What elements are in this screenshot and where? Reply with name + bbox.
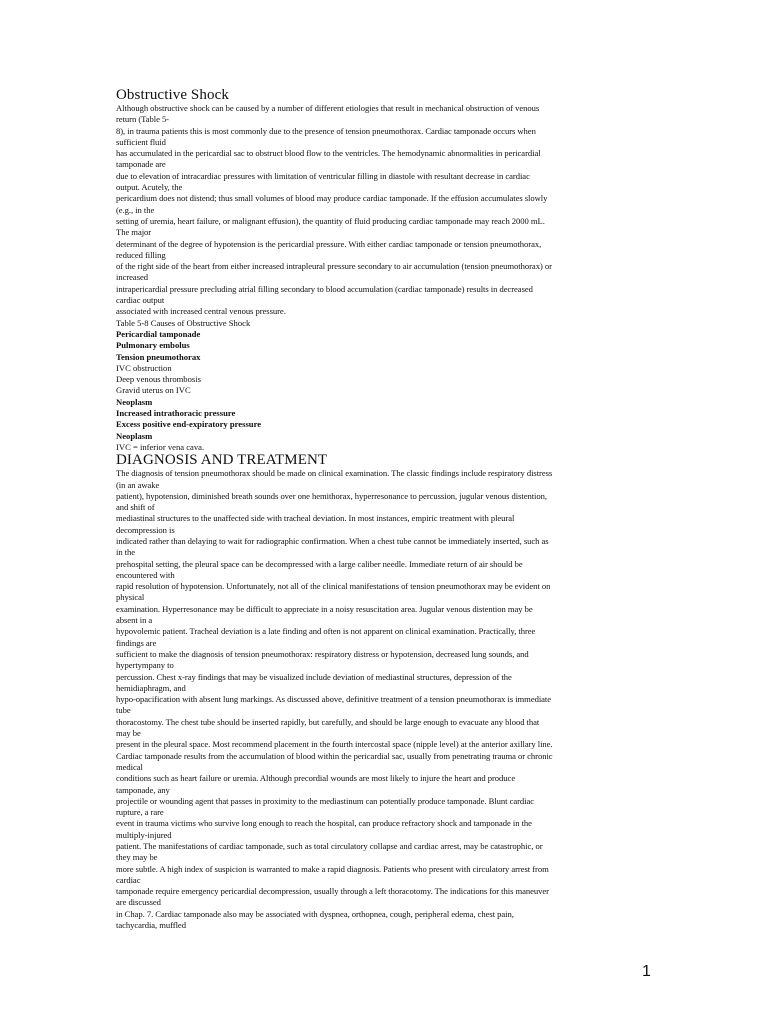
section-body-obstructive-shock bbox=[116, 103, 651, 318]
text-line: in the bbox=[116, 547, 136, 558]
text-line: determinant of the degree of hypotension is the pericardial pressure. With either cardiac tamponade or tension pneumothorax, bbox=[116, 238, 542, 249]
table-row: Deep venous thrombosis bbox=[116, 374, 201, 385]
text-line: prehospital setting, the pleural space can be decompressed with a large caliber needle. Immediate return of air should be bbox=[116, 558, 523, 569]
text-line: are discussed bbox=[116, 897, 161, 908]
text-line: sufficient fluid bbox=[116, 136, 166, 147]
text-line: hemidiaphragm, and bbox=[116, 682, 186, 693]
text-line: conditions such as heart failure or uremia. Although precordial wounds are most likely to injure the heart and produce bbox=[116, 773, 516, 784]
text-line: hypovolemic patient. Tracheal deviation is a late finding and often is not apparent on clinical examination. Practically, three bbox=[116, 626, 536, 637]
table-row: Excess positive end-expiratory pressure bbox=[116, 419, 262, 430]
text-line: event in trauma victims who survive long enough to reach the hospital, can produce refractory shock and tamponade in the bbox=[116, 818, 532, 829]
section-body-diagnosis bbox=[116, 468, 651, 931]
text-line: 8), in trauma patients this is most commonly due to the presence of tension pneumothorax. Cardiac tamponade occurs when bbox=[116, 125, 536, 136]
text-line: The major bbox=[116, 227, 152, 238]
text-line: more subtle. A high index of suspicion is warranted to make a rapid diagnosis. Patients who present with circulatory arrest from bbox=[116, 863, 549, 874]
text-line: tube bbox=[116, 705, 131, 716]
text-line: Although obstructive shock can be caused by a number of different etiologies that result in mechanical obstruction of venous bbox=[116, 103, 540, 113]
text-line: setting of uremia, heart failure, or malignant effusion), the quantity of fluid producing cardiac tamponade may reach 2000 mL. bbox=[116, 215, 545, 226]
text-line: (e.g., in the bbox=[116, 204, 155, 215]
text-line: in Chap. 7. Cardiac tamponade also may be associated with dyspnea, orthopnea, cough, peripheral edema, chest pain, bbox=[116, 908, 514, 919]
table-row: Pulmonary embolus bbox=[116, 340, 190, 351]
text-line: tamponade are bbox=[116, 159, 166, 170]
text-line: they may be bbox=[116, 852, 158, 863]
text-line: present in the pleural space. Most recommend placement in the fourth intercostal space (nipple level) at the anterior axillary line. bbox=[116, 739, 553, 750]
text-line: hypo-opacification with absent lung markings. As discussed above, definitive treatment of a tension pneumothorax is immediate bbox=[116, 694, 552, 705]
text-line: findings are bbox=[116, 637, 157, 648]
text-line: examination. Hyperresonance may be difficult to appreciate in a noisy resuscitation area. Jugular venous distention may be bbox=[116, 603, 533, 614]
table-row: Gravid uterus on IVC bbox=[116, 385, 191, 396]
text-line: medical bbox=[116, 761, 143, 772]
text-line: and shift of bbox=[116, 502, 155, 513]
text-line: rapid resolution of hypotension. Unfortunately, not all of the clinical manifestations of tension pneumothorax may be evident on bbox=[116, 581, 551, 592]
page-number: 1 bbox=[642, 963, 651, 980]
text-line: output. Acutely, the bbox=[116, 182, 183, 193]
table-row: Neoplasm bbox=[116, 396, 153, 407]
text-line: intrapericardial pressure precluding atrial filling secondary to blood accumulation (cardiac tamponade) results in decreased bbox=[116, 283, 533, 294]
text-line: increased bbox=[116, 272, 148, 283]
text-line: Cardiac tamponade results from the accumulation of blood within the pericardial sac, usually from penetrating trauma or chronic bbox=[116, 750, 553, 761]
text-line: cardiac bbox=[116, 874, 141, 885]
text-line: mediastinal structures to the unaffected side with tracheal deviation. In most instances, empiric treatment with pleural bbox=[116, 513, 515, 524]
text-line: cardiac output bbox=[116, 295, 165, 306]
text-line: hypertympany to bbox=[116, 660, 174, 671]
text-line: rupture, a rare bbox=[116, 807, 164, 818]
table-row: IVC = inferior vena cava. bbox=[116, 441, 205, 452]
text-line: indicated rather than delaying to wait for radiographic confirmation. When a chest tube cannot be immediately inserted, such as bbox=[116, 535, 549, 546]
table-row: IVC obstruction bbox=[116, 362, 172, 373]
text-line: of the right side of the heart from either increased intrapleural pressure secondary to air accumulation (tension pneumothorax) or bbox=[116, 261, 552, 272]
table-row: Neoplasm bbox=[116, 430, 153, 441]
text-line: absent in a bbox=[116, 615, 153, 626]
text-line: tamponade, any bbox=[116, 784, 170, 795]
table-row: Tension pneumothorax bbox=[116, 351, 201, 362]
text-line: associated with increased central venous pressure. bbox=[116, 306, 286, 317]
text-line: reduced filling bbox=[116, 249, 166, 260]
text-line: multiply-injured bbox=[116, 829, 172, 840]
text-line: patient), hypotension, diminished breath sounds over one hemithorax, hyperresonance to percussion, jugular venous distention, bbox=[116, 490, 547, 501]
text-line: pericardium does not distend; thus small volumes of blood may produce cardiac tamponade. If the effusion accumulates slowly bbox=[116, 193, 548, 204]
text-line: sufficient to make the diagnosis of tension pneumothorax: respiratory distress or hypotension, decreased lung sounds, and bbox=[116, 648, 529, 659]
text-line: tamponade require emergency pericardial decompression, usually through a left thoracotomy. The indications for this maneuver bbox=[116, 886, 549, 897]
text-line: projectile or wounding agent that passes in proximity to the mediastinum can potentially produce tamponade. Blunt cardiac bbox=[116, 795, 535, 806]
section-title-obstructive-shock: Obstructive Shock bbox=[116, 87, 229, 103]
text-line: tachycardia, muffled bbox=[116, 920, 186, 931]
document-page bbox=[116, 88, 651, 931]
text-line: may be bbox=[116, 728, 141, 739]
table-caption: Table 5-8 Causes of Obstructive Shock bbox=[116, 317, 251, 328]
text-line: physical bbox=[116, 592, 145, 603]
text-line: due to elevation of intracardiac pressures with limitation of ventricular filling in diastole with resultant decrease in cardiac bbox=[116, 170, 530, 181]
text-line: encountered with bbox=[116, 569, 175, 580]
text-line: has accumulated in the pericardial sac to obstruct blood flow to the ventricles. The hemodynamic abnormalities in pericardial bbox=[116, 148, 541, 159]
text-line: return (Table 5- bbox=[116, 114, 169, 125]
text-line: The diagnosis of tension pneumothorax should be made on clinical examination. The classic findings include respiratory distress bbox=[116, 468, 553, 479]
text-line: decompression is bbox=[116, 524, 175, 535]
text-line: (in an awake bbox=[116, 479, 160, 490]
table-rows bbox=[116, 329, 651, 453]
text-line: patient. The manifestations of cardiac tamponade, such as total circulatory collapse and cardiac arrest, may be catastrophic, or bbox=[116, 841, 543, 851]
table-row: Increased intrathoracic pressure bbox=[116, 408, 236, 419]
text-line: thoracostomy. The chest tube should be inserted rapidly, but carefully, and should be large enough to evacuate any blood that bbox=[116, 716, 540, 727]
section-title-diagnosis: DIAGNOSIS AND TREATMENT bbox=[116, 452, 328, 469]
causes-table bbox=[116, 318, 651, 454]
text-line: percussion. Chest x-ray findings that may be visualized include deviation of mediastinal structures, depression of the bbox=[116, 671, 512, 682]
table-row: Pericardial tamponade bbox=[116, 328, 201, 339]
